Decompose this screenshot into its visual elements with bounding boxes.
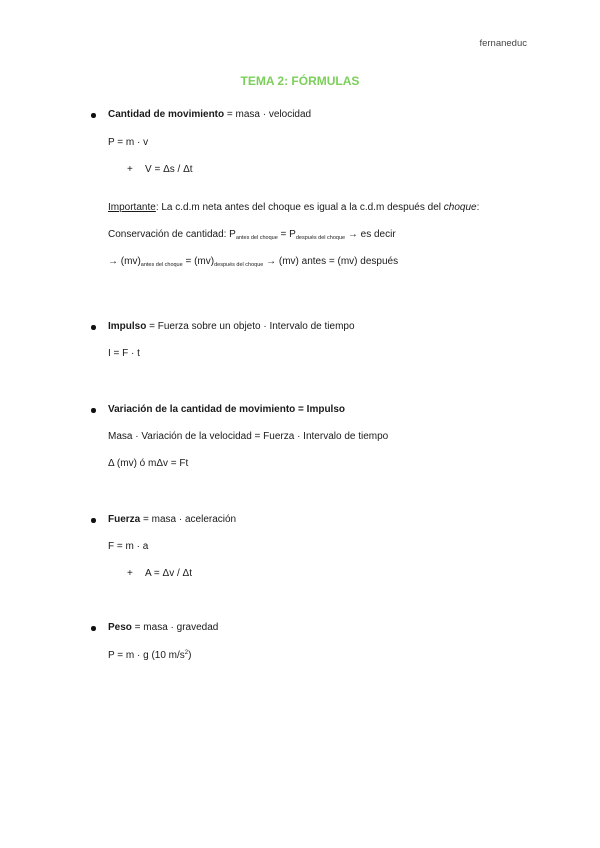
- section-fuerza: [108, 514, 236, 525]
- important-text: : La c.d.m neta antes del choque es igual a la c.d.m después del: [155, 202, 444, 213]
- definition: = Fuerza sobre un objeto · Intervalo de tiempo: [146, 321, 355, 332]
- author-header: fernaneduc: [479, 38, 527, 49]
- term-fuerza: Fuerza: [108, 514, 141, 525]
- bullet-icon: [91, 518, 96, 523]
- bullet-icon: [91, 325, 96, 330]
- mv-mid: = (mv): [182, 256, 215, 267]
- section-cantidad-movimiento: [108, 109, 311, 120]
- conservation-line: [108, 229, 396, 241]
- conservation-prefix: Conservación de cantidad: P: [108, 229, 236, 240]
- formula-v: V = Δs / Δt: [145, 164, 193, 175]
- section-impulso: [108, 321, 355, 332]
- important-italic: choque: [443, 202, 477, 213]
- formula-fuerza: F = m · a: [108, 541, 149, 552]
- variacion-line-2: Δ (mv) ó mΔv = Ft: [108, 458, 189, 469]
- definition: = masa · aceleración: [140, 514, 237, 525]
- sub-bullet-icon: +: [127, 568, 133, 579]
- definition: = masa · gravedad: [131, 622, 219, 633]
- conservation-suffix: → es decir: [345, 229, 396, 240]
- term-variacion: Variación de la cantidad de movimiento = Impulso: [108, 404, 346, 415]
- formula-peso: [108, 650, 191, 661]
- bullet-icon: [91, 408, 96, 413]
- formula-p: P = m · v: [108, 137, 149, 148]
- bullet-icon: [91, 113, 96, 118]
- subscript-before: antes del choque: [140, 262, 183, 268]
- subscript-before: antes del choque: [235, 235, 278, 241]
- conservation-mid: = P: [277, 229, 296, 240]
- variacion-line-1: Masa · Variación de la velocidad = Fuerza · Intervalo de tiempo: [108, 431, 389, 442]
- important-note: [108, 202, 479, 213]
- subscript-after: después del choque: [295, 235, 346, 241]
- superscript: 2: [184, 650, 189, 656]
- term-impulso: Impulso: [108, 321, 147, 332]
- conservation-mv-line: [108, 256, 398, 268]
- term-peso: Peso: [108, 622, 132, 633]
- formula-impulso: I = F · t: [108, 348, 140, 359]
- subscript-after: después del choque: [214, 262, 264, 268]
- definition: = masa · velocidad: [224, 109, 312, 120]
- mv-prefix: → (mv): [108, 256, 141, 267]
- bullet-icon: [91, 626, 96, 631]
- peso-suffix: ): [188, 650, 192, 661]
- formula-aceleracion: A = Δv / Δt: [145, 568, 192, 579]
- sub-bullet-icon: +: [127, 164, 133, 175]
- important-label: Importante: [108, 202, 156, 213]
- page-title: TEMA 2: FÓRMULAS: [240, 74, 360, 88]
- important-end: :: [476, 202, 480, 213]
- term-cantidad-movimiento: Cantidad de movimiento: [108, 109, 225, 120]
- section-peso: [108, 622, 218, 633]
- peso-prefix: P = m · g (10 m/s: [108, 650, 185, 661]
- section-variacion: [108, 404, 345, 415]
- mv-suffix: → (mv) antes = (mv) después: [263, 256, 399, 267]
